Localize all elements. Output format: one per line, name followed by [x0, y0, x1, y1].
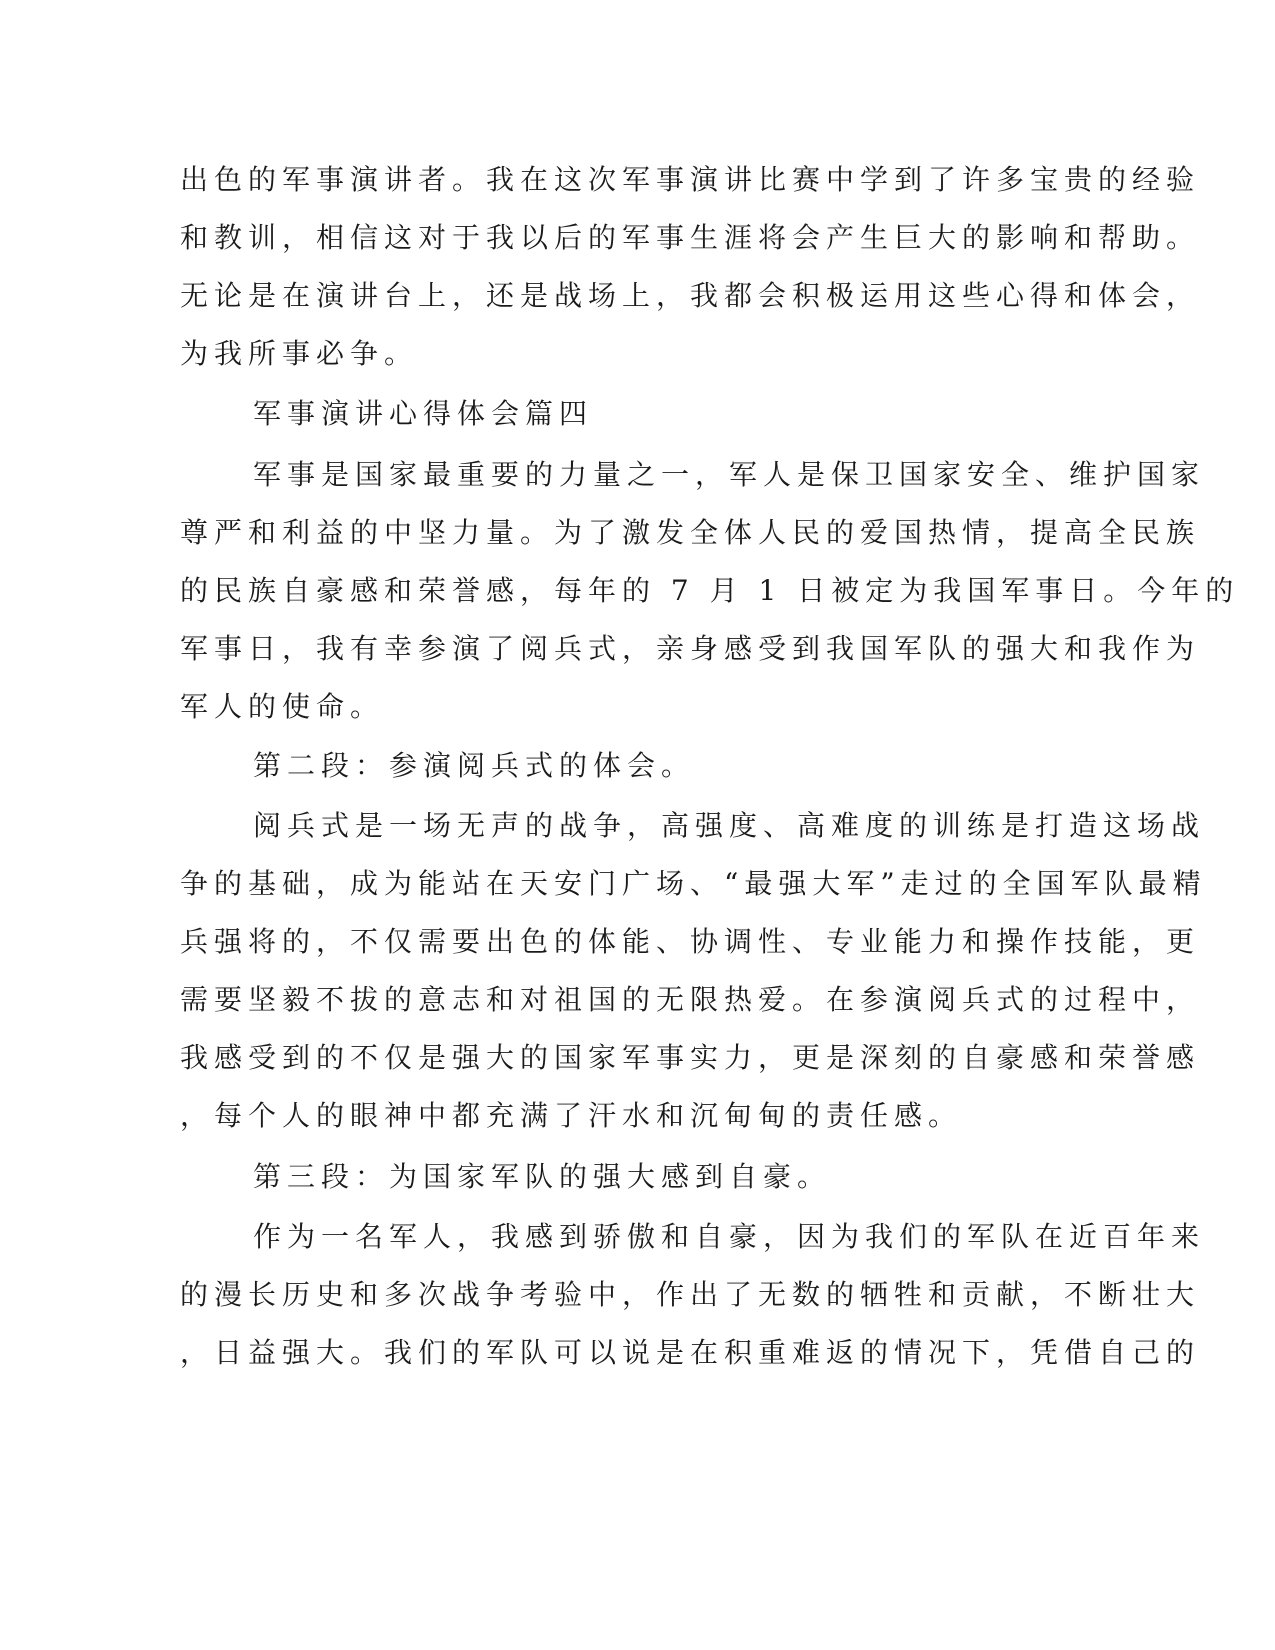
text-line: 无论是在演讲台上，还是战场上，我都会积极运用这些心得和体会， [180, 279, 1201, 312]
section-heading: 第三段：为国家军队的强大感到自豪。 [253, 1160, 832, 1193]
text-line: 的民族自豪感和荣誉感，每年的 7 月 1 日被定为我国军事日。今年的 [180, 574, 1240, 607]
text-line: 阅兵式是一场无声的战争，高强度、高难度的训练是打造这场战 [253, 809, 1206, 842]
text-line: 兵强将的，不仅需要出色的体能、协调性、专业能力和操作技能，更 [180, 925, 1201, 958]
text-line: 我感受到的不仅是强大的国家军事实力，更是深刻的自豪感和荣誉感 [180, 1041, 1201, 1074]
section-heading: 军事演讲心得体会篇四 [253, 397, 594, 430]
text-line: ，日益强大。我们的军队可以说是在积重难返的情况下，凭借自己的 [180, 1336, 1201, 1369]
text-line: 需要坚毅不拔的意志和对祖国的无限热爱。在参演阅兵式的过程中， [180, 983, 1201, 1016]
section-heading: 第二段：参演阅兵式的体会。 [253, 749, 696, 782]
text-line: 和教训，相信这对于我以后的军事生涯将会产生巨大的影响和帮助。 [180, 221, 1201, 254]
text-line: ，每个人的眼神中都充满了汗水和沉甸甸的责任感。 [180, 1099, 963, 1132]
text-line: 军事日，我有幸参演了阅兵式，亲身感受到我国军队的强大和我作为 [180, 632, 1201, 665]
text-line: 军事是国家最重要的力量之一，军人是保卫国家安全、维护国家 [253, 458, 1206, 491]
text-line: 争的基础，成为能站在天安门广场、“最强大军”走过的全国军队最精 [180, 867, 1207, 900]
text-line: 尊严和利益的中坚力量。为了激发全体人民的爱国热情，提高全民族 [180, 516, 1201, 549]
text-line: 出色的军事演讲者。我在这次军事演讲比赛中学到了许多宝贵的经验 [180, 163, 1201, 196]
text-line: 的漫长历史和多次战争考验中，作出了无数的牺牲和贡献，不断壮大 [180, 1278, 1201, 1311]
text-line: 为我所事必争。 [180, 337, 419, 370]
text-line: 军人的使命。 [180, 690, 385, 723]
text-line: 作为一名军人，我感到骄傲和自豪，因为我们的军队在近百年来 [253, 1220, 1206, 1253]
